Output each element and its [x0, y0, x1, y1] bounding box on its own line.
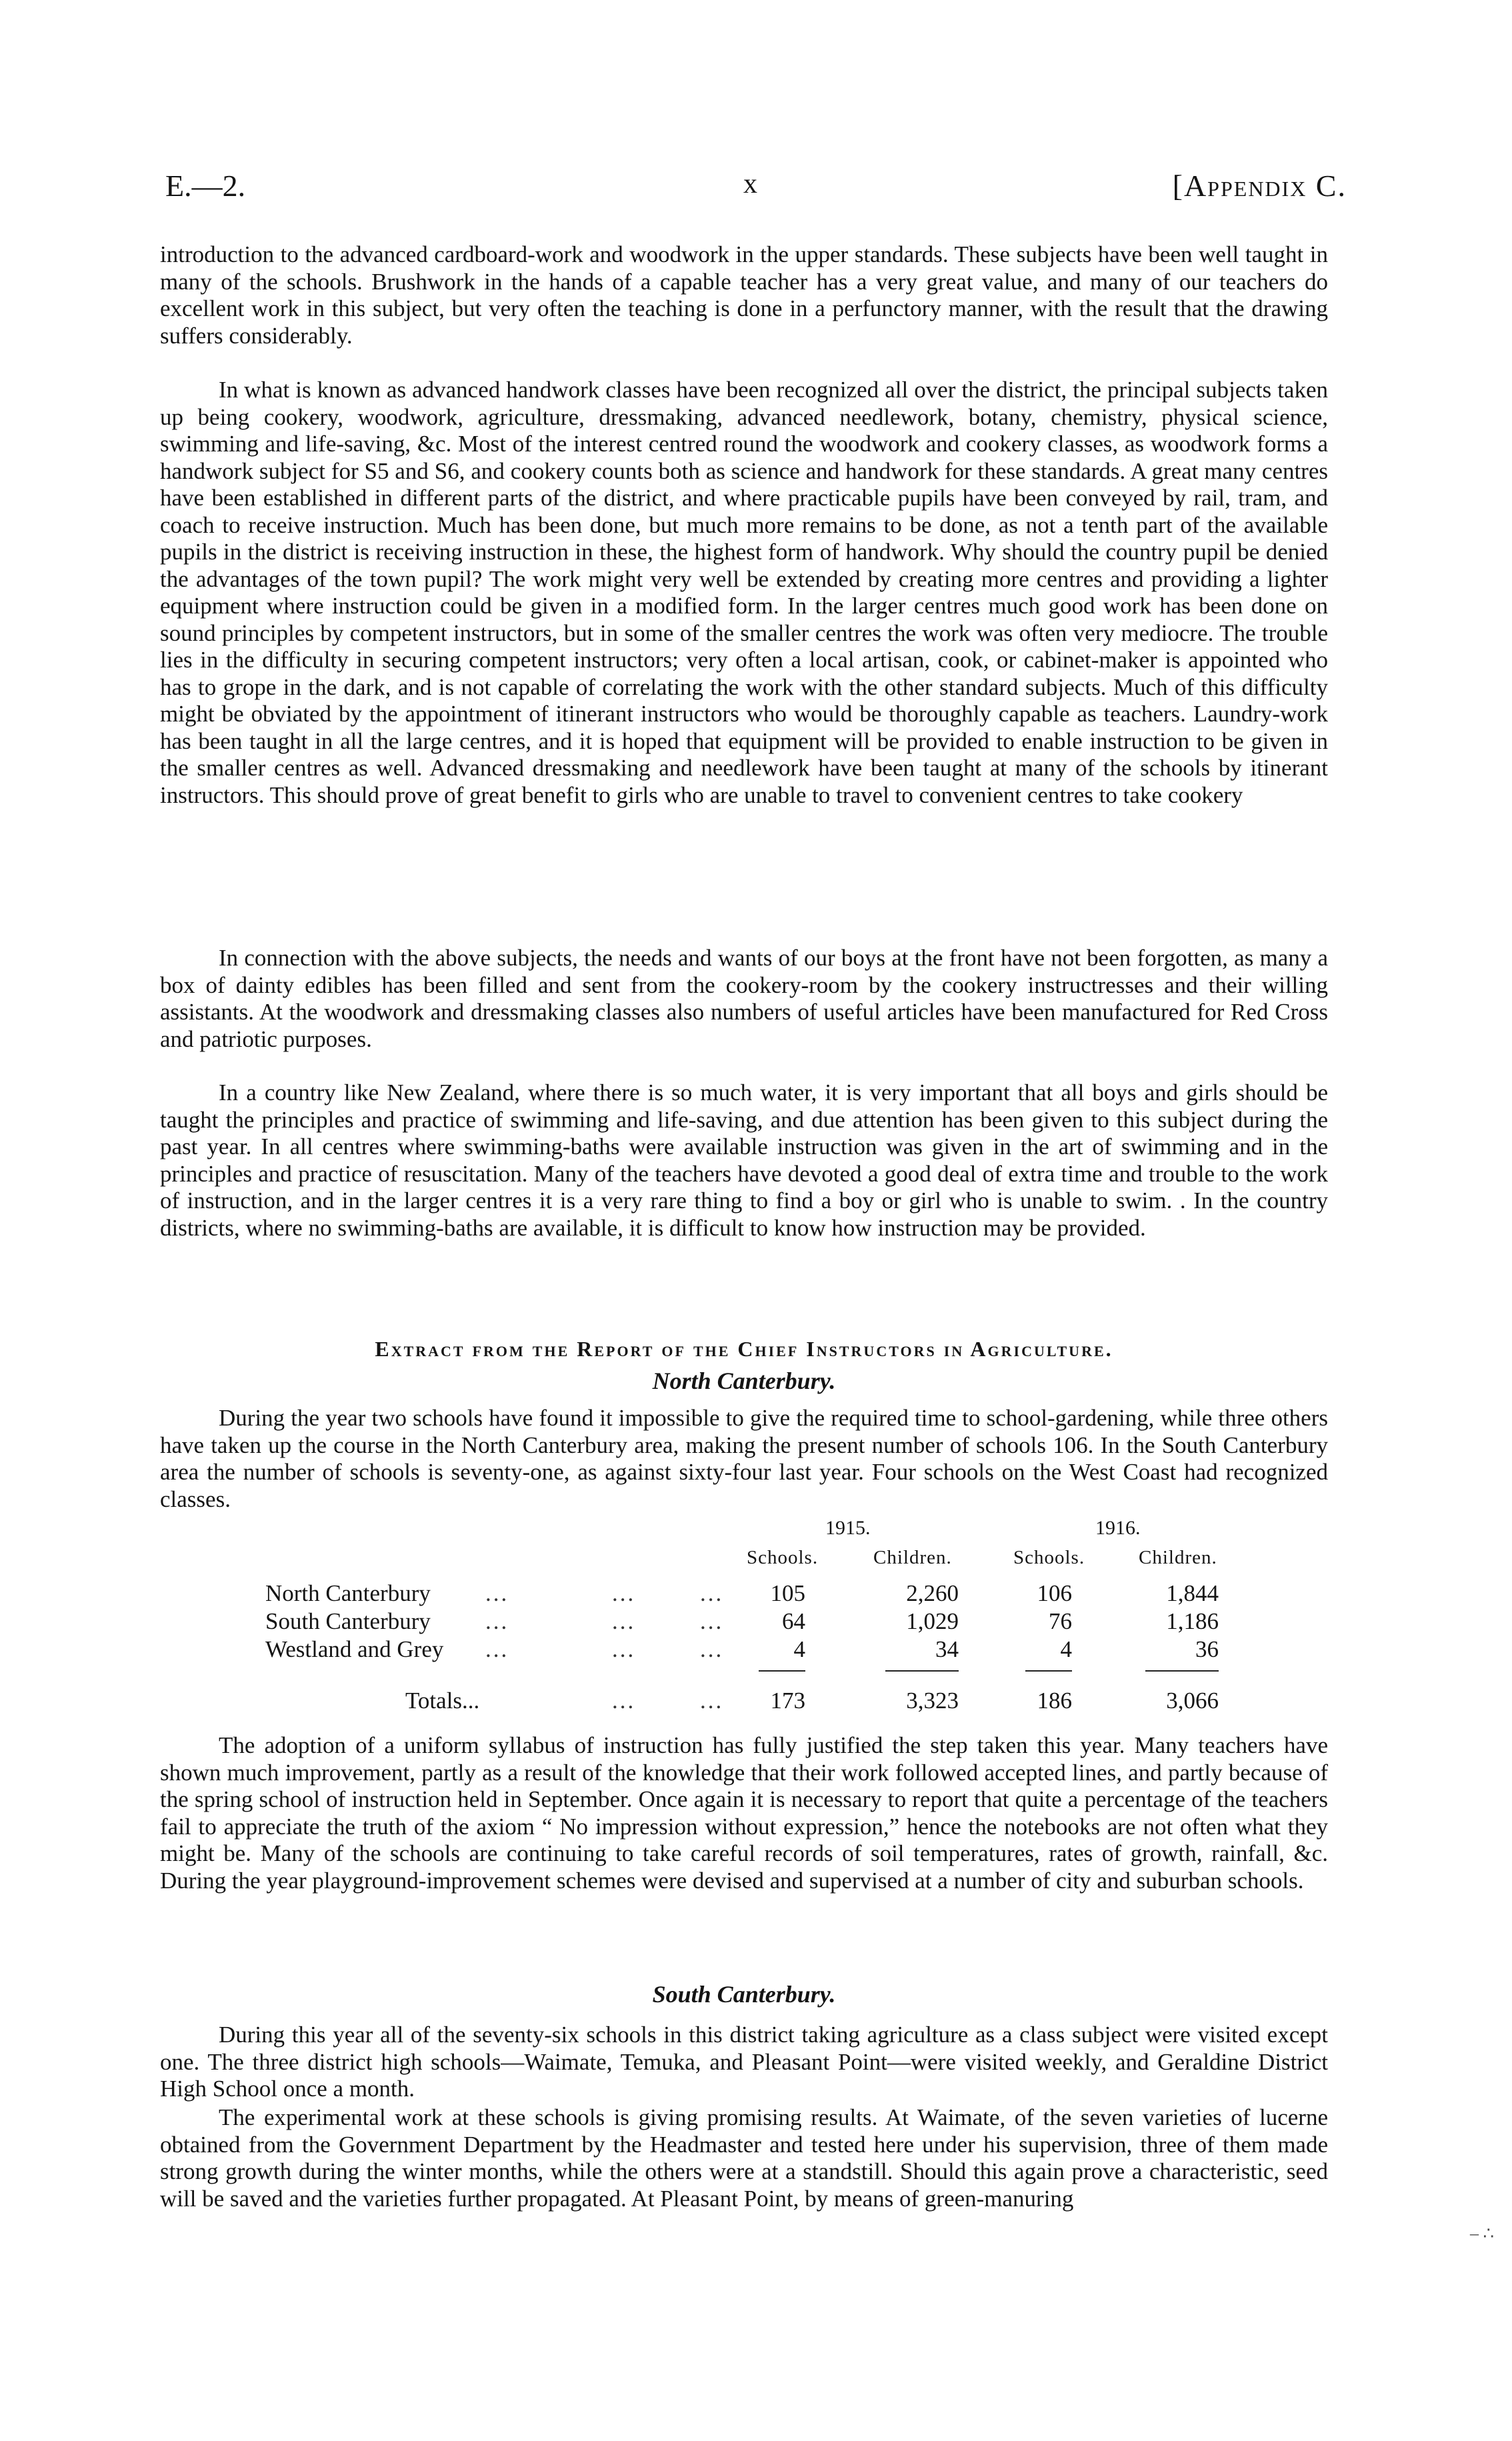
leader-dots: ...: [612, 1608, 636, 1634]
row-label: North Canterbury: [265, 1580, 431, 1606]
total-rule: [885, 1670, 959, 1672]
totals-row: [265, 1688, 1279, 1716]
paragraph-advanced-handwork: In what is known as advanced handwork classes have been recognized all over the district, the principal subjects taken up being cookery, woodwork, agriculture, dressmaking, advanced needlework, botany, chemistry, physical science, swimming and life-saving, &c. Most of the interest centred round the woodwork and cookery classes, as woodwork forms a handwork subject for S5 and S6, and cookery counts both as science and handwork for these standards. A great many centres have been established in different parts of the district, and where practicable pupils have been conveyed by rail, tram, and coach to receive instruction. Much has been done, but much more remains to be done, as not a tenth part of the available pupils in the district is receiving instruction in these, the highest form of handwork. Why should the country pupil be denied the advantages of the town pupil? The work might very well be extended by creating more centres and providing a lighter equipment where instruction could be given in a modified form. In the larger centres much good work has been done on sound principles by competent instructors, but in some of the smaller centres the work was often very mediocre. The trouble lies in the difficulty in securing competent instructors; very often a local artisan, cook, or cabinet-maker is appointed who has to grope in the dark, and is not capable of correlating the work with the other standard subjects. Much of this difficulty might be obviated by the appointment of itinerant instructors who would be thoroughly capable as teachers. Laundry-work has been taught in all the large centres, and it is hoped that equipment will be provided to enable instruction to be given in the smaller centres as well. Advanced dressmaking and needlework have been taught at many of the schools by itinerant instructors. This should prove of great benefit to girls who are unable to travel to convenient centres to take cookery: [160, 377, 1328, 808]
total-children-1916: 3,066: [1166, 1688, 1219, 1714]
page-ref: E.—2.: [165, 169, 246, 203]
cell-schools-1915: 64: [782, 1608, 805, 1634]
cell-schools-1916: 4: [1060, 1636, 1072, 1662]
total-schools-1916: 186: [1037, 1688, 1072, 1714]
total-children-1915: 3,323: [906, 1688, 959, 1714]
year-1915: 1915.: [825, 1517, 871, 1539]
cell-children-1916: 1,844: [1166, 1580, 1219, 1606]
paragraph-boys-at-front: In connection with the above subjects, the needs and wants of our boys at the front have not been forgotten, as many a box of dainty edibles has been filled and sent from the cookery-room by the cookery instructresses and their willing assistants. At the woodwork and dressmaking classes also numbers of useful articles have been manufactured for Red Cross and patriotic purposes.: [160, 945, 1328, 1052]
cell-schools-1915: 105: [770, 1580, 805, 1606]
appendix-ref: [Appendix C.: [1172, 169, 1347, 203]
total-rule: [1145, 1670, 1219, 1672]
paragraph-experimental-work: The experimental work at these schools is giving promising results. At Waimate, of the seven varieties of lucerne obtained from the Government Department by the Headmaster and tested here under his supervision, three of them made strong growth during the winter months, while the others were at a standstill. Should this again prove a characteristic, seed will be saved and the varieties further propagated. At Pleasant Point, by means of green-manuring: [160, 2104, 1328, 2212]
paragraph-school-visits: During this year all of the seventy-six schools in this district taking agriculture as a class subject were visited except one. The three district high schools—Waimate, Temuka, and Pleasant Point—were visited weekly, and Geraldine District High School once a month.: [160, 2022, 1328, 2102]
row-label: Westland and Grey: [265, 1636, 444, 1662]
col-schools-1916: Schools.: [1013, 1547, 1085, 1568]
cell-children-1915: 1,029: [906, 1608, 959, 1634]
section-title: Extract from the Report of the Chief Instructors in Agriculture.: [375, 1337, 1113, 1361]
cell-children-1915: 2,260: [906, 1580, 959, 1606]
leader-dots: ...: [700, 1580, 724, 1606]
leader-dots: ...: [700, 1636, 724, 1662]
cell-schools-1916: 76: [1049, 1608, 1072, 1634]
total-rule: [759, 1670, 805, 1672]
leader-dots: ...: [612, 1688, 636, 1714]
leader-dots: ...: [485, 1636, 509, 1662]
margin-mark: – ∴: [1470, 2224, 1495, 2243]
paragraph-handwork-intro: introduction to the advanced cardboard-work and woodwork in the upper standards. These subjects have been well taught in many of the schools. Brushwork in the hands of a capable teacher has a very great value, and many of our teachers do excellent work in this subject, but very often the teaching is done in a perfunctory manner, with the result that the drawing suffers considerably.: [160, 241, 1328, 349]
leader-dots: ...: [700, 1608, 724, 1634]
page-number: x: [743, 169, 757, 199]
leader-dots: ...: [612, 1636, 636, 1662]
table-row: [265, 1608, 1279, 1636]
cell-children-1915: 34: [935, 1636, 959, 1662]
subheading-north-canterbury: North Canterbury.: [652, 1368, 836, 1394]
totals-label: Totals...: [405, 1688, 480, 1714]
leader-dots: ...: [612, 1580, 636, 1606]
col-children-1915: Children.: [873, 1547, 952, 1568]
table-row: [265, 1636, 1279, 1664]
year-1916: 1916.: [1095, 1517, 1141, 1539]
subheading-south-canterbury: South Canterbury.: [652, 1981, 836, 2008]
col-schools-1915: Schools.: [747, 1547, 819, 1568]
paragraph-school-gardening: During the year two schools have found it impossible to give the required time to school-gardening, while three others have taken up the course in the North Canterbury area, making the present number of schools 106. In the South Canterbury area the number of schools is seventy-one, as against sixty-four last year. Four schools on the West Coast had recognized classes.: [160, 1405, 1328, 1512]
cell-children-1916: 36: [1195, 1636, 1219, 1662]
cell-schools-1915: 4: [793, 1636, 805, 1662]
row-label: South Canterbury: [265, 1608, 431, 1634]
cell-children-1916: 1,186: [1166, 1608, 1219, 1634]
table-row: [265, 1580, 1279, 1608]
cell-schools-1916: 106: [1037, 1580, 1072, 1606]
leader-dots: ...: [700, 1688, 724, 1714]
paragraph-swimming: In a country like New Zealand, where there is so much water, it is very important that all boys and girls should be taught the principles and practice of swimming and life-saving, and due attention has been given to this subject during the past year. In all centres where swimming-baths were available instruction was given in the art of swimming and in the principles and practice of resuscitation. Many of the teachers have devoted a good deal of extra time and trouble to the work of instruction, and in the larger centres it is a very rare thing to find a boy or girl who is unable to swim. . In the country districts, where no swimming-baths are available, it is difficult to know how instruction may be provided.: [160, 1079, 1328, 1241]
col-children-1916: Children.: [1139, 1547, 1217, 1568]
leader-dots: ...: [485, 1580, 509, 1606]
leader-dots: ...: [485, 1608, 509, 1634]
total-rule: [1025, 1670, 1072, 1672]
total-schools-1915: 173: [770, 1688, 805, 1714]
paragraph-syllabus: The adoption of a uniform syllabus of instruction has fully justified the step taken this year. Many teachers have shown much improvement, partly as a result of the knowledge that their work followed accepted lines, and partly because of the spring school of instruction held in September. Once again it is necessary to report that quite a percentage of the teachers fail to appreciate the truth of the axiom “ No impression without expression,” hence the notebooks are not often what they might be. Many of the schools are continuing to take careful records of soil temperatures, rates of growth, rainfall, &c. During the year playground-improvement schemes were devised and supervised at a number of city and suburban schools.: [160, 1732, 1328, 1894]
